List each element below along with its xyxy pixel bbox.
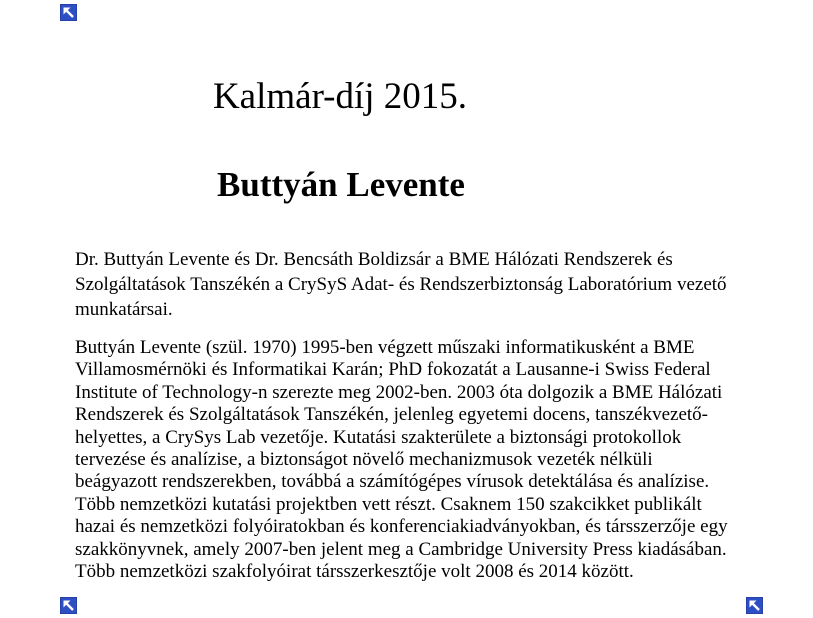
bio-paragraph	[75, 337, 728, 583]
text-line: Több nemzetközi kutatási projektben vett részt. Csaknem 150 szakcikket publikált	[75, 493, 702, 515]
intro-paragraph	[75, 247, 727, 322]
arrow-up-left-icon	[60, 597, 77, 614]
text-line: szakkönyvnek, amely 2007-ben jelent meg a Cambridge University Press kiadásában.	[75, 538, 727, 560]
broken-image-icon[interactable]	[746, 597, 763, 614]
arrow-up-left-icon	[60, 4, 77, 21]
text-line: helyettes, a CrySys Lab vezetője. Kutatási szakterülete a biztonsági protokollok	[75, 426, 682, 448]
text-line: Villamosmérnöki és Informatikai Karán; PhD fokozatát a Lausanne-i Swiss Federal	[75, 359, 711, 381]
text-line: hazai és nemzetközi folyóiratokban és konferenciakiadványokban, és társszerzője egy	[75, 516, 728, 538]
text-line: Dr. Buttyán Levente és Dr. Bencsáth Boldizsár a BME Hálózati Rendszerek és	[75, 249, 673, 270]
text-line: Több nemzetközi szakfolyóirat társszerkesztője volt 2008 és 2014 között.	[75, 561, 634, 583]
text-line: tervezése és analízise, a biztonságot növelő mechanizmusok vezeték nélküli	[75, 449, 653, 471]
arrow-up-left-icon	[746, 597, 763, 614]
broken-image-icon[interactable]	[60, 597, 77, 614]
text-line: Rendszerek és Szolgáltatások Tanszékén, jelenleg egyetemi docens, tanszékvezető-	[75, 404, 708, 426]
broken-image-icon[interactable]	[60, 4, 77, 21]
page-title: Kalmár-díj 2015.	[212, 76, 468, 117]
text-line: Szolgáltatások Tanszékén a CrySyS Adat- és Rendszerbiztonság Laboratórium vezető	[75, 274, 727, 295]
text-line: munkatársai.	[75, 299, 173, 320]
text-line: Buttyán Levente (szül. 1970) 1995-ben végzett műszaki informatikusként a BME	[75, 337, 695, 358]
text-line: beágyazott rendszerekben, továbbá a számítógépes vírusok detektálása és analízise.	[75, 471, 710, 493]
text-line: Institute of Technology-n szerezte meg 2002-ben. 2003 óta dolgozik a BME Hálózati	[75, 381, 723, 403]
laureate-name-heading: Buttyán Levente	[217, 165, 465, 204]
